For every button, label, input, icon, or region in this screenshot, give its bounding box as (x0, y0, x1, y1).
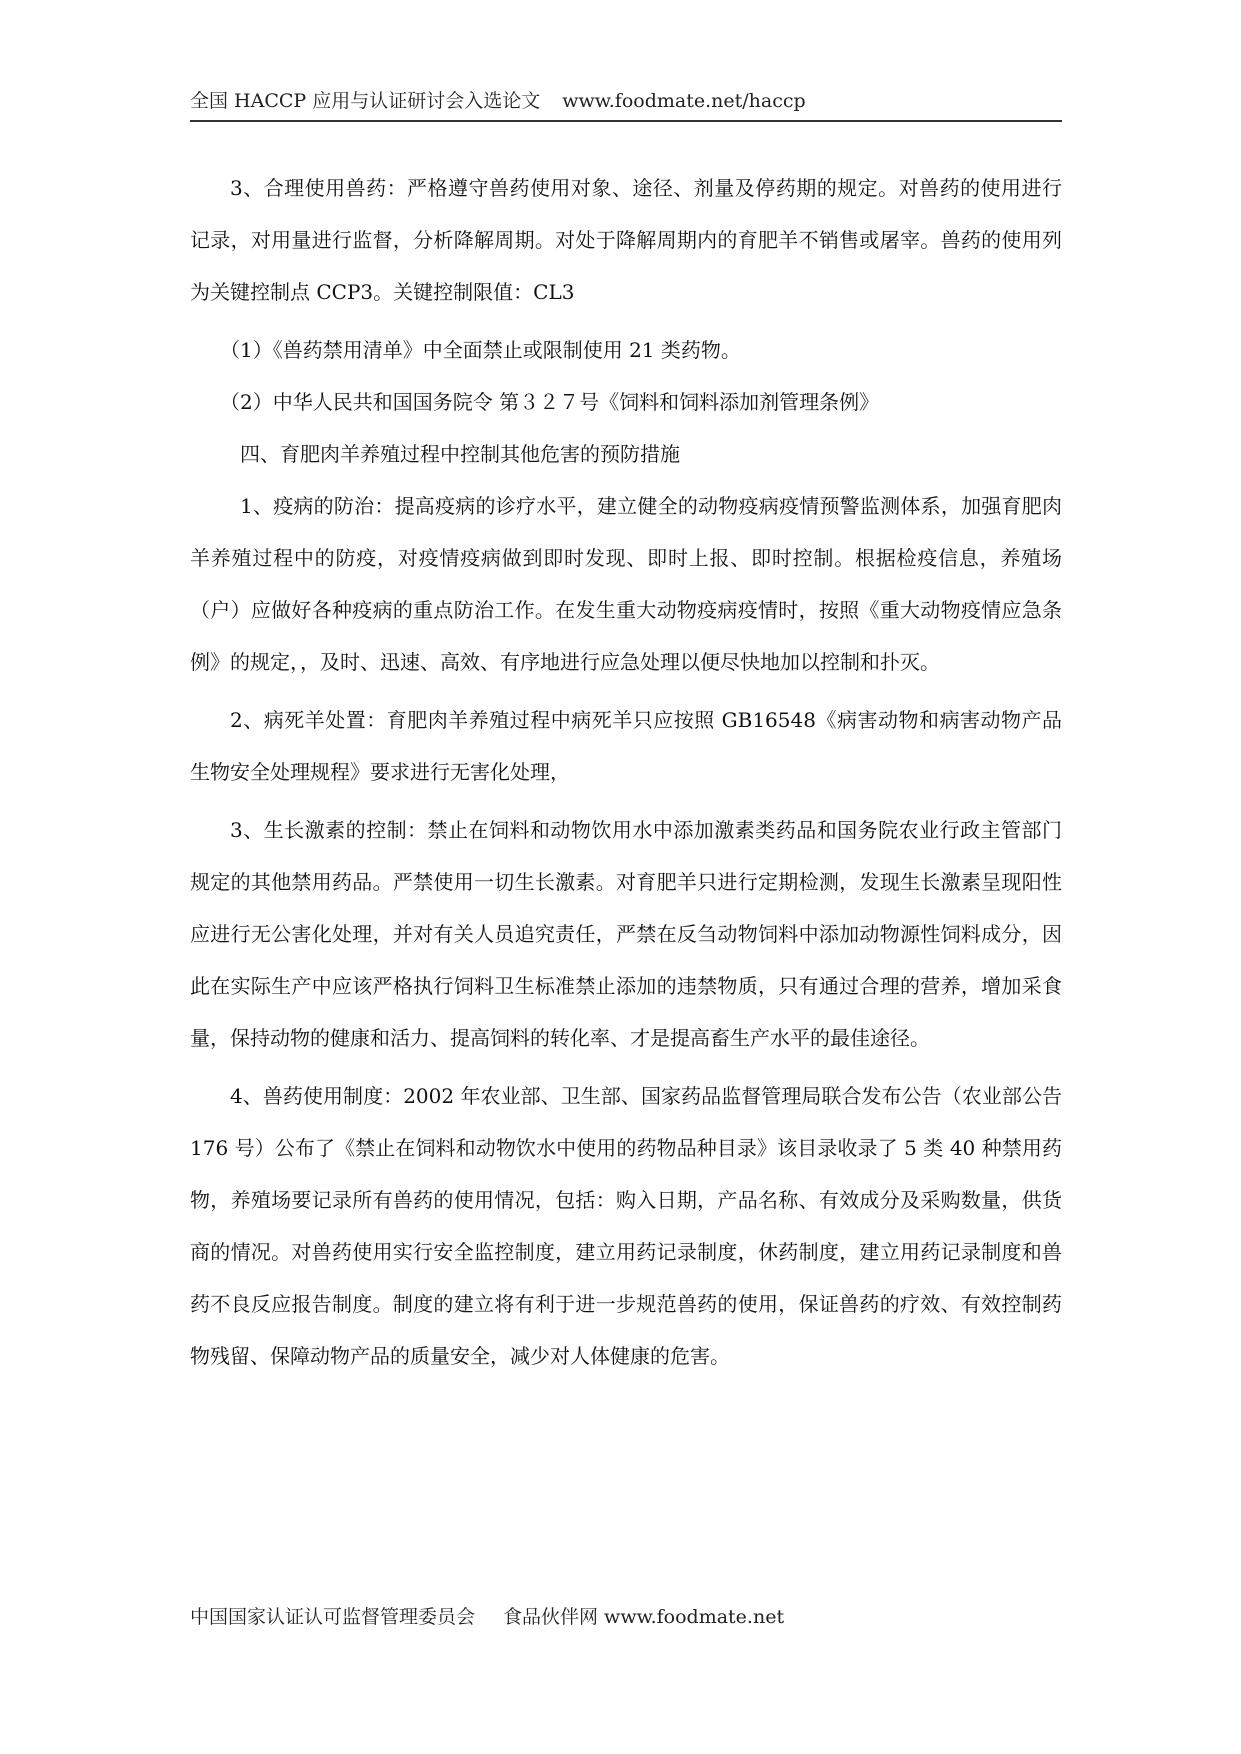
footer-site[interactable]: 食品伙伴网 www.foodmate.net (503, 1606, 785, 1628)
section-heading: 四、育肥肉羊养殖过程中控制其他危害的预防措施 (240, 442, 680, 466)
paragraph-drug-use-system: 4、兽药使用制度：2002 年农业部、卫生部、国家药品监督管理局联合发布公告（农业部公告 176 号）公布了《禁止在饲料和动物饮水中使用的药物品种目录》该目录收录了 5 类 40 种禁用药物，养殖场要记录所有兽药的使用情况，包括：购入日期，产品名称、有效成分及采购数量，供货商的情况。对兽药使用实行安全监控制度，建立用药记录制度，休药制度，建立用药记录制度和兽药不良反应报告制度。制度的建立将有利于进一步规范兽药的使用，保证兽药的疗效、有效控制药物残留、保障动物产品的质量安全，减少对人体健康的危害。 (190, 1084, 1062, 1368)
page-footer (190, 1604, 1062, 1630)
paragraph-growth-hormone-control: 3、生长激素的控制：禁止在饲料和动物饮用水中添加激素类药品和国务院农业行政主管部门规定的其他禁用药品。严禁使用一切生长激素。对育肥羊只进行定期检测，发现生长激素呈现阳性应进行无公害化处理，并对有关人员追究责任，严禁在反刍动物饲料中添加动物源性饲料成分，因此在实际生产中应该严格执行饲料卫生标准禁止添加的违禁物质，只有通过合理的营养，增加采食量，保持动物的健康和活力、提高饲料的转化率、才是提高畜生产水平的最佳途径。 (190, 818, 1062, 1050)
list-item-state-council-order: （2）中华人民共和国国务院令 第３２７号《饲料和饲料添加剂管理条例》 (220, 390, 880, 414)
footer-org: 中国国家认证认可监督管理委员会 (190, 1606, 476, 1628)
paragraph-dead-sheep-disposal: 2、病死羊处置：育肥肉羊养殖过程中病死羊只应按照 GB16548《病害动物和病害动物产品生物安全处理规程》要求进行无害化处理， (190, 708, 1062, 784)
page-header (190, 88, 1062, 122)
document-body (190, 162, 1062, 1382)
list-item-banned-drug-list: （1）《兽药禁用清单》中全面禁止或限制使用 21 类药物。 (220, 338, 741, 362)
header-title: 全国 HACCP 应用与认证研讨会入选论文 (190, 90, 541, 112)
paragraph-disease-prevention: 1、疫病的防治：提高疫病的诊疗水平，建立健全的动物疫病疫情预警监测体系，加强育肥肉羊养殖过程中的防疫，对疫情疫病做到即时发现、即时上报、即时控制。根据检疫信息，养殖场（户）应做好各种疫病的重点防治工作。在发生重大动物疫病疫情时，按照《重大动物疫情应急条例》的规定，，及时、迅速、高效、有序地进行应急处理以便尽快地加以控制和扑灭。 (190, 494, 1062, 674)
paragraph-veterinary-drugs: 3、合理使用兽药：严格遵守兽药使用对象、途径、剂量及停药期的规定。对兽药的使用进行记录，对用量进行监督，分析降解周期。对处于降解周期内的育肥羊不销售或屠宰。兽药的使用列为关键控制点 CCP3。关键控制限值：CL3 (190, 176, 1062, 304)
header-url[interactable]: www.foodmate.net/haccp (562, 90, 806, 112)
